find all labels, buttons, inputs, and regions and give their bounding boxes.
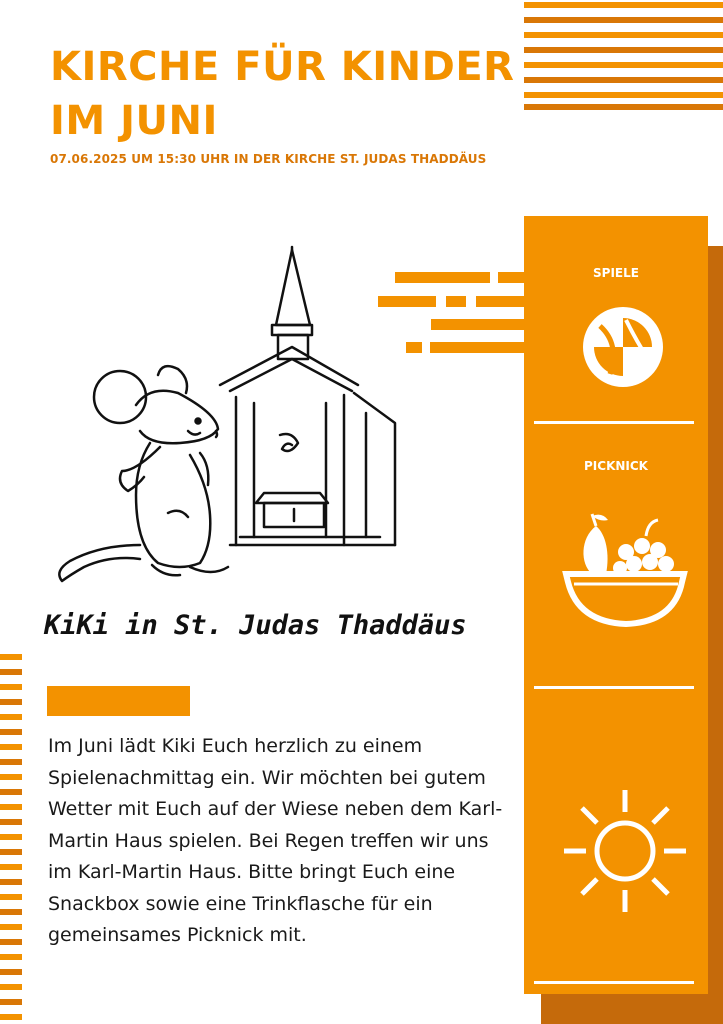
beach-ball-icon [580,304,666,390]
sidebar-divider-3 [534,981,694,984]
left-stripes [0,654,22,1024]
event-date-subtitle: 07.06.2025 UM 15:30 UHR IN DER KIRCHE ST. JUDAS THADDÄUS [50,152,487,166]
sidebar-label-picknick: PICKNICK [584,459,648,473]
page-title [50,40,514,148]
text-accent-bar [47,686,190,716]
kiki-caption: KiKi in St. Judas Thaddäus [44,610,467,641]
invitation-text: Im Juni lädt Kiki Euch herzlich zu einem Spielenachmittag ein. Wir möchten bei gutem Wetter mit Euch auf der Wiese neben dem Karl-Martin Haus spielen. Bei Regen treffen wir uns im Karl-Martin Haus. Bitte bringt Euch eine Snackbox sowie eine Trinkflasche für ein gemeinsames Picknick mit. [48,735,503,946]
activities-sidebar [524,216,708,994]
sun-icon [560,786,690,916]
kiki-church-illustration [40,245,400,590]
top-right-stripes [524,0,723,112]
church-icon [220,247,395,545]
title-line-1: KIRCHE FÜR KINDER [50,44,515,90]
sidebar-label-spiele: SPIELE [593,266,639,280]
title-line-2: IM JUNI [50,98,218,144]
sidebar-divider-2 [534,686,694,689]
sidebar-divider-1 [534,421,694,424]
fruit-bowl-icon [562,512,688,630]
mouse-icon [59,366,228,581]
